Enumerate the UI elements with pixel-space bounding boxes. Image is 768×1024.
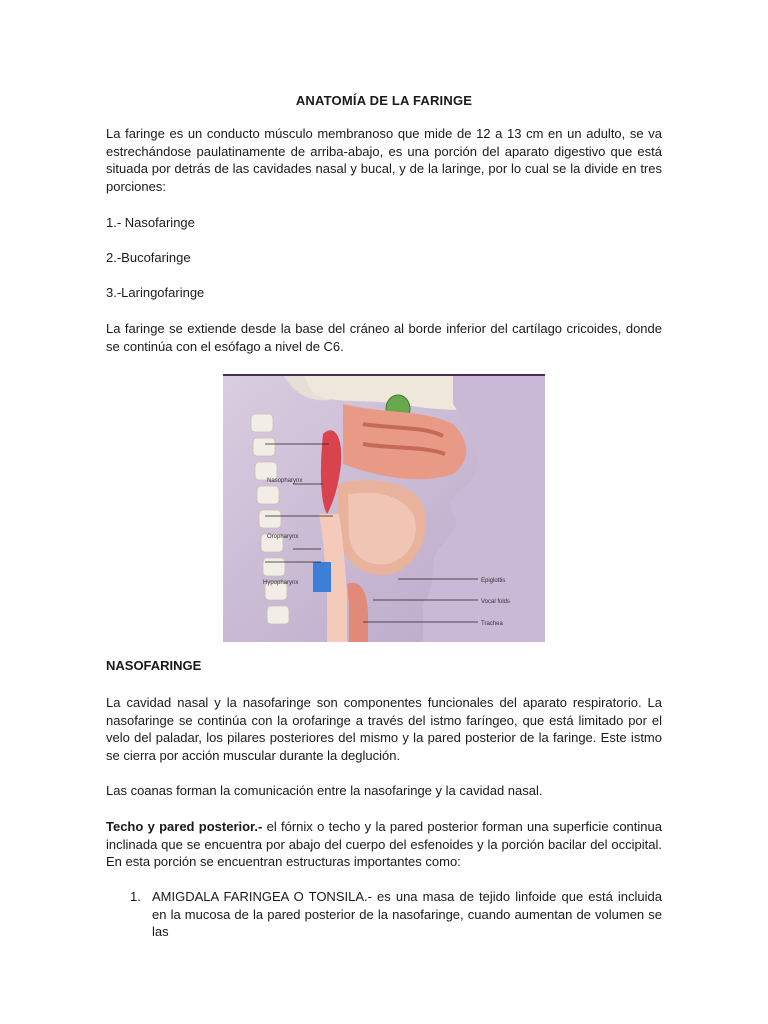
- pharynx-diagram: [223, 374, 545, 642]
- list-item-text: AMIGDALA FARINGEA O TONSILA.- es una masa de tejido linfoide que está incluida en la mucosa de la pared posterior de la nasofaringe, cuando aumentan de volumen se las: [152, 889, 662, 939]
- label-oropharynx: Oropharynx: [267, 534, 299, 540]
- portion-item-1: 1.- Nasofaringe: [106, 215, 195, 230]
- nasofaringe-paragraph-1: La cavidad nasal y la nasofaringe son componentes funcionales del aparato respiratorio. La nasofaringe se continúa con la orofaringe a través del istmo faríngeo, que está limitado por el velo del paladar, los pilares posteriores del mismo y la pared posterior de la faringe. Este istmo se cierra por acción muscular durante la deglución.: [106, 695, 662, 763]
- techo-paragraph: [106, 818, 662, 871]
- pharynx-anatomy-illustration: [223, 374, 545, 642]
- label-nasopharynx: Nasopharynx: [267, 478, 303, 484]
- extent-paragraph: La faringe se extiende desde la base del cráneo al borde inferior del cartílago cricoides, donde se continúa con el esófago a nivel de C6.: [106, 321, 662, 354]
- label-epiglottis: Epiglottis: [481, 578, 506, 584]
- portion-item-3: 3.-Laringofaringe: [106, 285, 205, 300]
- techo-label: Techo y pared posterior.-: [106, 819, 263, 834]
- page-title: ANATOMÍA DE LA FARINGE: [295, 93, 473, 108]
- section-heading-nasofaringe: NASOFARINGE: [106, 658, 202, 673]
- nasofaringe-paragraph-2: Las coanas forman la comunicación entre la nasofaringe y la cavidad nasal.: [106, 783, 543, 798]
- techo-text: el fórnix o techo y la pared posterior forman una superficie continua inclinada que se encuentra por abajo del cuerpo del esfenoides y la porción bacilar del occipital. En esta porción se encuentran estructuras importantes como:: [106, 819, 662, 869]
- portion-item-2: 2.-Bucofaringe: [106, 250, 191, 265]
- label-trachea: Trachea: [481, 621, 503, 627]
- label-vocal-folds: Vocal folds: [481, 599, 511, 605]
- label-hypopharynx: Hypopharynx: [263, 580, 299, 586]
- list-item-number: 1.: [130, 889, 141, 904]
- intro-paragraph: La faringe es un conducto músculo membranoso que mide de 12 a 13 cm en un adulto, se va estrechándose paulatinamente de arriba-abajo, es una porción del aparato digestivo que está situada por detrás de las cavidades nasal y bucal, y de la laringe, por lo cual se la divide en tres porciones:: [106, 126, 662, 194]
